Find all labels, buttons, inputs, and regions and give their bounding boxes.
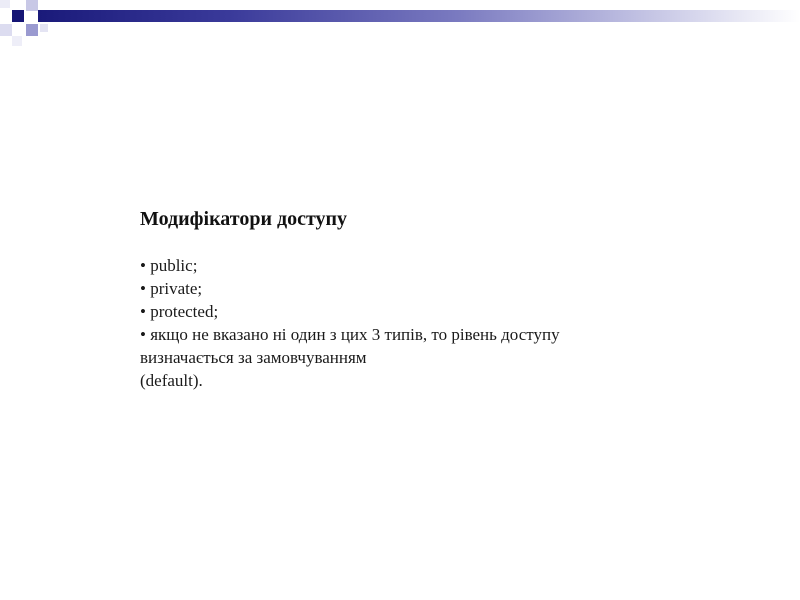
- slide-content: [140, 206, 700, 392]
- bullet-line: • protected;: [140, 302, 219, 321]
- decor-square: [40, 24, 48, 32]
- bullet-line: • private;: [140, 279, 203, 298]
- decor-square: [26, 24, 38, 36]
- header-gradient-band: [38, 10, 800, 22]
- bullet-line: • public;: [140, 256, 198, 275]
- decor-square: [26, 0, 38, 11]
- bullet-line-continuation: визначається за замовчуванням: [140, 348, 367, 367]
- decor-square: [0, 0, 10, 8]
- decor-square: [12, 36, 22, 46]
- decor-square: [0, 24, 12, 36]
- bullet-line-continuation: (default).: [140, 371, 203, 390]
- bullet-line: • якщо не вказано ні один з цих 3 типів, то рівень доступу: [140, 325, 560, 344]
- slide-title: Модифікатори доступу: [140, 208, 348, 230]
- decor-square: [12, 10, 24, 22]
